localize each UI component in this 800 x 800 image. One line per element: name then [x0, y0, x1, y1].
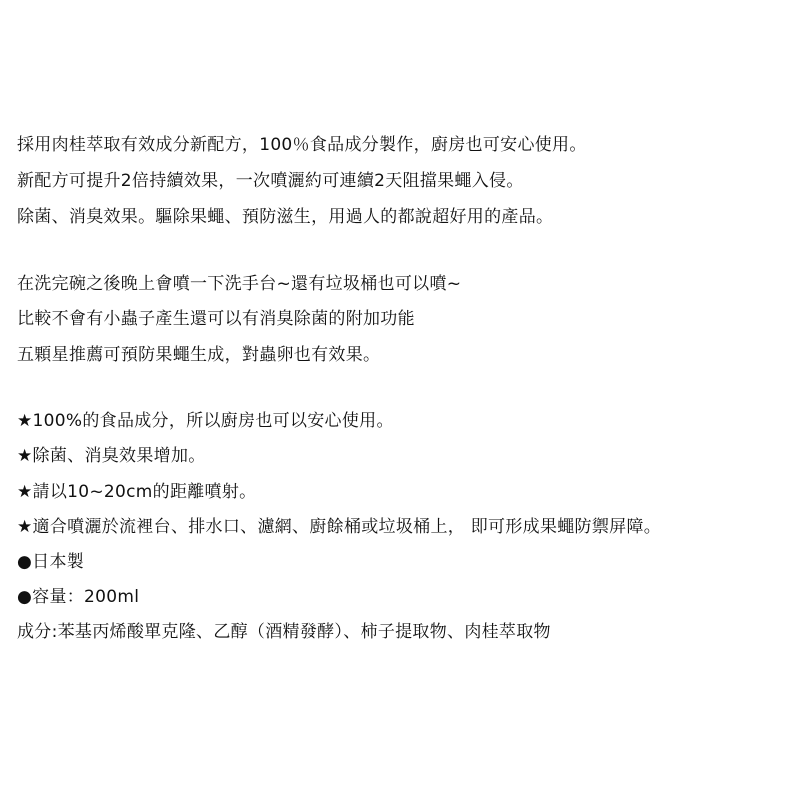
- spec-item: [17, 550, 84, 574]
- feature-text: 適合噴灑於流裡台、排水口、濾網、廚餘桶或垃圾桶上， 即可形成果蠅防禦屏障。: [32, 517, 662, 537]
- feature-item: [17, 444, 206, 468]
- star-icon: ★: [17, 411, 33, 431]
- bullet-icon: ●: [17, 552, 33, 572]
- usage-line-2: 比較不會有小蟲子產生還可以有消臭除菌的附加功能: [17, 309, 415, 329]
- star-icon: ★: [17, 517, 33, 537]
- spec-text: 容量：200ml: [32, 587, 140, 607]
- feature-item: [17, 515, 661, 539]
- usage-line-3: 五顆星推薦可預防果蠅生成，對蟲卵也有效果。: [17, 345, 381, 365]
- usage-line-1: 在洗完碗之後晚上會噴一下洗手台~還有垃圾桶也可以噴~: [17, 274, 462, 294]
- intro-line-2: 新配方可提升2倍持續效果，一次噴灑約可連續2天阻擋果蠅入侵。: [17, 171, 524, 191]
- feature-item: [17, 409, 394, 433]
- feature-item: [17, 480, 256, 504]
- ingredients-line: 成分:苯基丙烯酸單克隆、乙醇（酒精發酵）、柿子提取物、肉桂萃取物: [17, 622, 551, 642]
- spec-text: 日本製: [32, 552, 85, 572]
- feature-text: 除菌、消臭效果增加。: [32, 446, 206, 466]
- feature-text: 請以10~20cm的距離噴射。: [32, 482, 257, 502]
- star-icon: ★: [17, 482, 33, 502]
- star-icon: ★: [17, 446, 33, 466]
- feature-text: 100%的食品成分，所以廚房也可以安心使用。: [32, 411, 394, 431]
- intro-line-1: 採用肉桂萃取有效成分新配方，100％食品成分製作，廚房也可安心使用。: [17, 135, 587, 155]
- spec-item: [17, 585, 139, 609]
- bullet-icon: ●: [17, 587, 33, 607]
- intro-line-3: 除菌、消臭效果。驅除果蠅、預防滋生，用過人的都說超好用的產品。: [17, 207, 554, 227]
